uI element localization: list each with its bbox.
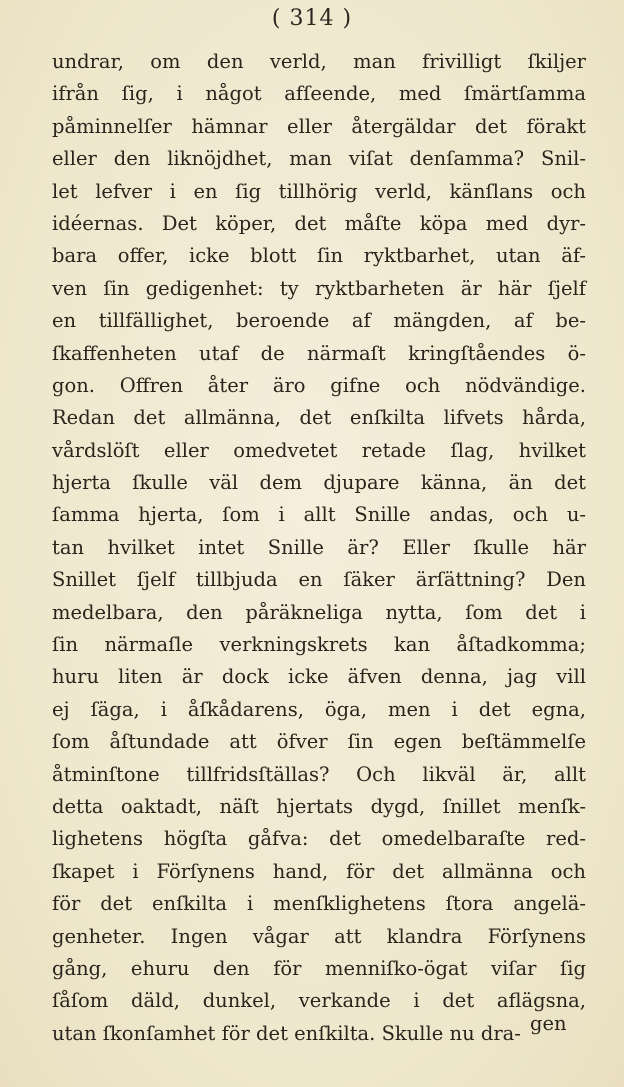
text-line: let lefver i en ſig tillhörig verld, känſlans och [52, 179, 586, 203]
text-line: ſåſom däld, dunkel, verkande i det aflägsna, [52, 989, 586, 1013]
text-line: undrar, om den verld, man frivilligt ſkiljer [52, 50, 586, 73]
text-line: åtminſtone tillfridsſtällas? Och likväl är, allt [52, 762, 586, 786]
text-line: lighetens högſta gåfva: det omedelbaraſte red- [52, 827, 586, 851]
text-line: bara offer, icke blott ſin ryktbarhet, utan äf- [52, 244, 586, 268]
text-line: ſin närmaſle verkningskrets kan åſtadkomma; [52, 633, 586, 657]
text-line: gång, ehuru den för menniſko-ögat viſar ſig [52, 956, 586, 980]
text-line: Snillet ſjelf tillbjuda en ſäker ärſättning? Den [52, 568, 586, 592]
text-line: ven ſin gedigenhet: ty ryktbarheten är här ſjelf [52, 276, 586, 300]
text-line: utan ſkonſamhet för det enſkilta. Skulle nu dra- [52, 1021, 521, 1045]
text-line: idéernas. Det köper, det måſte köpa med dyr- [52, 211, 586, 235]
text-line: Redan det allmänna, det enſkilta lifvets hårda, [52, 406, 586, 430]
text-line: ej ſäga, i åſkådarens, öga, men i det egna, [52, 697, 586, 721]
text-line: detta oaktadt, näſt hjertats dygd, ſnillet menſk- [52, 794, 586, 818]
text-line: vårdslöſt eller omedvetet retade ſlag, hvilket [52, 438, 586, 462]
text-line: för det enſkilta i menſklighetens ſtora angelä- [52, 892, 586, 916]
body-text [52, 46, 586, 1050]
text-line: huru liten är dock icke äfven denna, jag vill [52, 665, 586, 689]
text-line: ſkaffenheten utaf de närmaſt kringſtåendes ö- [52, 341, 586, 365]
text-line: medelbara, den påräkneliga nytta, ſom det i [52, 600, 586, 624]
catchword: gen [530, 1012, 567, 1035]
text-line: tan hvilket intet Snille är? Eller ſkulle här [52, 535, 586, 559]
text-line: gon. Offren åter äro gifne och nödvändige. [52, 373, 586, 397]
page-number: ( 314 ) [271, 6, 353, 31]
text-line: hjerta ſkulle väl dem djupare känna, än det [52, 471, 586, 495]
text-line: ſom åſtundade att öfver ſin egen beſtämmelſe [52, 730, 586, 754]
text-line: ſkapet i Förſynens hand, för det allmänna och [52, 859, 586, 883]
text-line: ifrån ſig, i något afſeende, med ſmärtſamma [52, 82, 586, 106]
text-line: en tillfällighet, beroende af mängden, af be- [52, 309, 586, 333]
text-line: påminnelſer hämnar eller återgäldar det förakt [52, 114, 586, 138]
text-line: eller den liknöjdhet, man viſat denſamma? Snil- [52, 147, 586, 171]
text-line: genheter. Ingen vågar att klandra Förſynens [52, 924, 586, 948]
text-line: ſamma hjerta, ſom i allt Snille andas, och u- [52, 503, 586, 527]
